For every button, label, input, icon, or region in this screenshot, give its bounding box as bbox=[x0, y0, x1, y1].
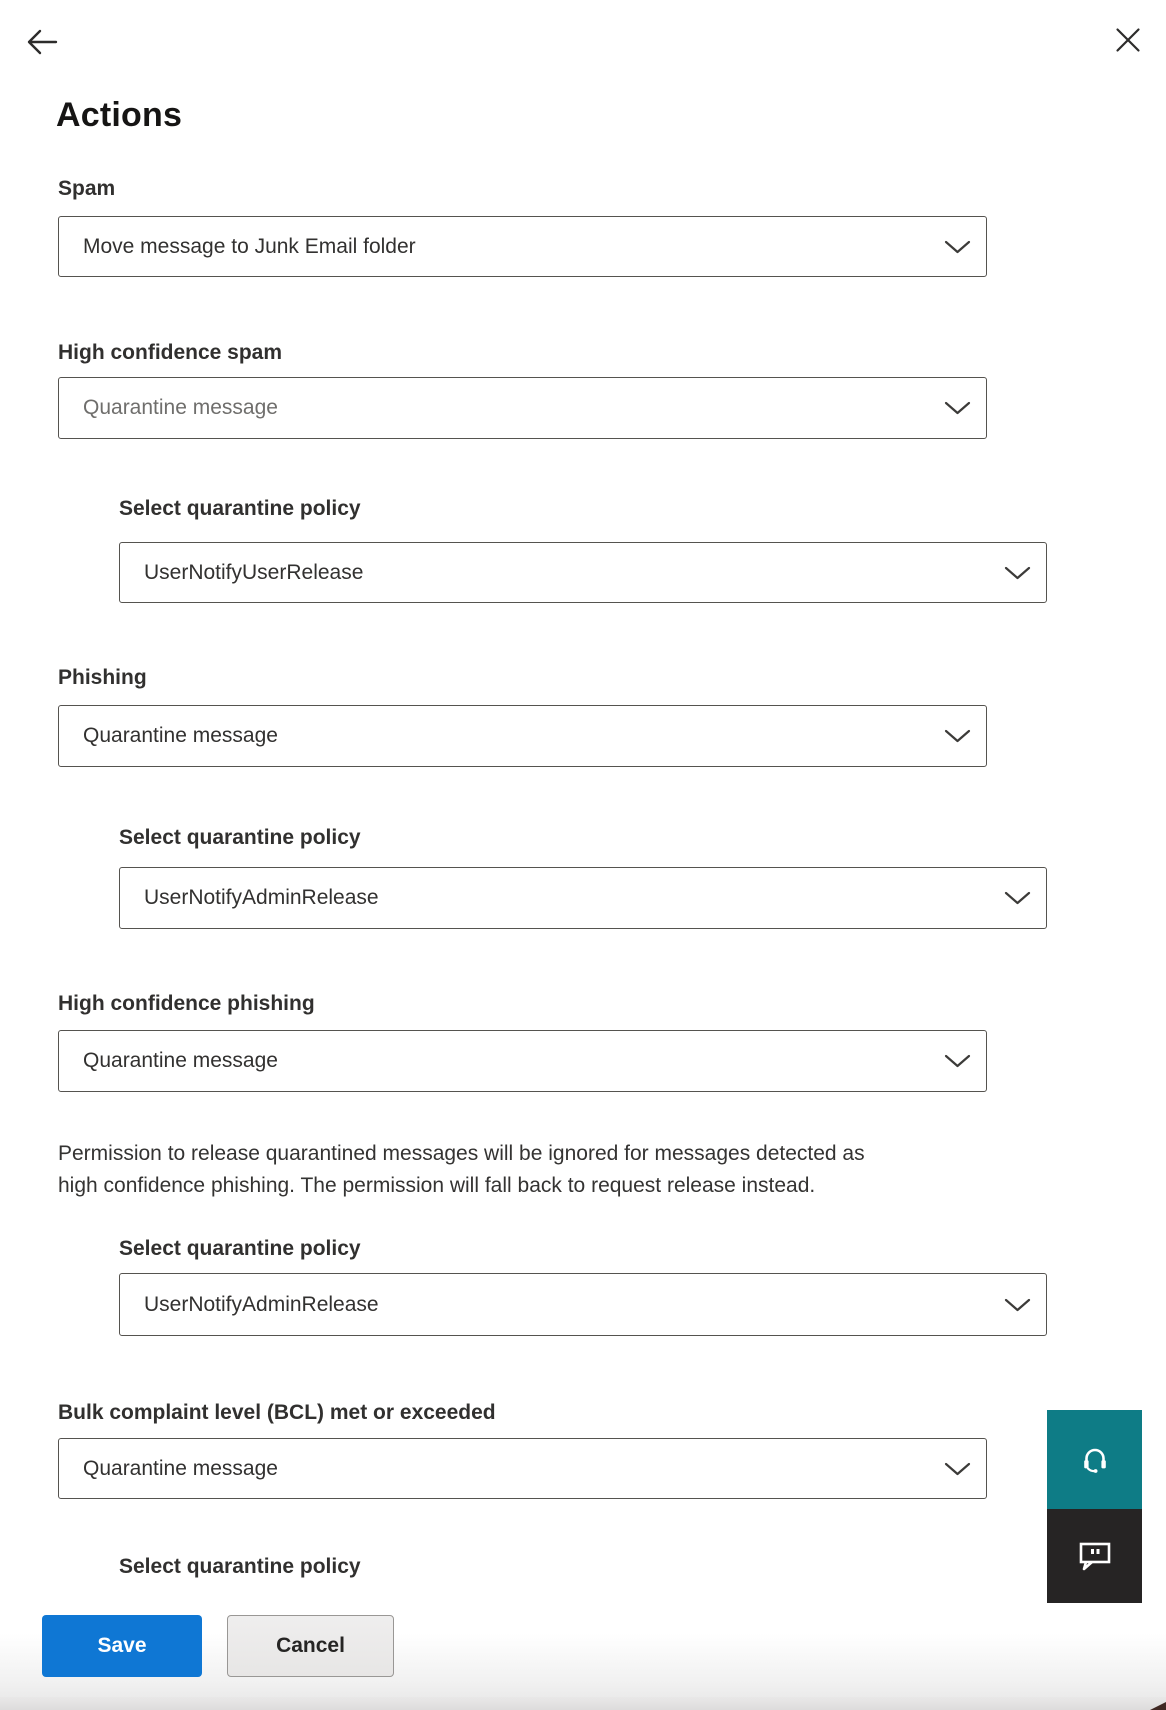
support-button[interactable] bbox=[1047, 1410, 1142, 1509]
field-label-quarantine-policy-hcs: Select quarantine policy bbox=[119, 497, 361, 520]
field-label-quarantine-policy-bcl-clipped: Select quarantine policy bbox=[119, 1555, 361, 1578]
spam-action-value: Move message to Junk Email folder bbox=[83, 234, 416, 258]
field-label-bcl: Bulk complaint level (BCL) met or exceeded bbox=[58, 1401, 496, 1424]
close-icon bbox=[1115, 27, 1141, 53]
phishing-action-value: Quarantine message bbox=[83, 724, 278, 747]
chevron-down-icon bbox=[944, 401, 971, 416]
spam-action-select[interactable] bbox=[58, 216, 987, 277]
high-confidence-phishing-action-select[interactable] bbox=[58, 1030, 987, 1092]
field-label-quarantine-policy-hcp: Select quarantine policy bbox=[119, 1237, 361, 1260]
chevron-down-icon bbox=[1004, 891, 1031, 906]
chevron-down-icon bbox=[944, 239, 971, 254]
note-line-2: high confidence phishing. The permission will fall back to request release instead. bbox=[58, 1174, 816, 1197]
field-label-quarantine-policy-phishing: Select quarantine policy bbox=[119, 826, 361, 849]
quarantine-policy-select-hcp[interactable] bbox=[119, 1273, 1047, 1336]
chevron-down-icon bbox=[1004, 565, 1031, 580]
page-title: Actions bbox=[56, 96, 183, 134]
feedback-button[interactable] bbox=[1047, 1509, 1142, 1603]
quarantine-policy-value-hcp: UserNotifyAdminRelease bbox=[144, 1292, 379, 1316]
high-confidence-phishing-action-value: Quarantine message bbox=[83, 1049, 278, 1072]
quarantine-policy-value-phishing: UserNotifyAdminRelease bbox=[144, 886, 379, 909]
high-confidence-spam-action-select[interactable] bbox=[58, 377, 987, 439]
note-line-1: Permission to release quarantined messages will be ignored for messages detected as bbox=[58, 1142, 865, 1165]
chevron-down-icon bbox=[944, 1461, 971, 1476]
quarantine-policy-select-hcs[interactable] bbox=[119, 542, 1047, 603]
back-arrow-icon bbox=[25, 27, 59, 57]
back-button[interactable] bbox=[22, 22, 62, 62]
high-confidence-spam-action-value: Quarantine message bbox=[83, 396, 278, 419]
save-button[interactable]: Save bbox=[42, 1615, 202, 1677]
chevron-down-icon bbox=[944, 1054, 971, 1069]
bottom-strip bbox=[0, 1697, 1166, 1710]
bcl-action-value: Quarantine message bbox=[83, 1456, 278, 1480]
bcl-action-select[interactable] bbox=[58, 1438, 987, 1499]
field-label-spam: Spam bbox=[58, 177, 116, 200]
quarantine-policy-value-hcs: UserNotifyUserRelease bbox=[144, 560, 364, 584]
field-label-high-confidence-spam: High confidence spam bbox=[58, 341, 283, 364]
high-confidence-phishing-note bbox=[58, 1138, 865, 1202]
chat-icon bbox=[1077, 1540, 1113, 1572]
chevron-down-icon bbox=[1004, 1297, 1031, 1312]
field-label-phishing: Phishing bbox=[58, 666, 147, 689]
quarantine-policy-select-phishing[interactable] bbox=[119, 867, 1047, 929]
phishing-action-select[interactable] bbox=[58, 705, 987, 767]
cancel-button[interactable]: Cancel bbox=[227, 1615, 394, 1677]
chevron-down-icon bbox=[944, 729, 971, 744]
close-button[interactable] bbox=[1108, 20, 1148, 60]
field-label-high-confidence-phishing: High confidence phishing bbox=[58, 992, 315, 1015]
headset-icon bbox=[1078, 1443, 1112, 1477]
